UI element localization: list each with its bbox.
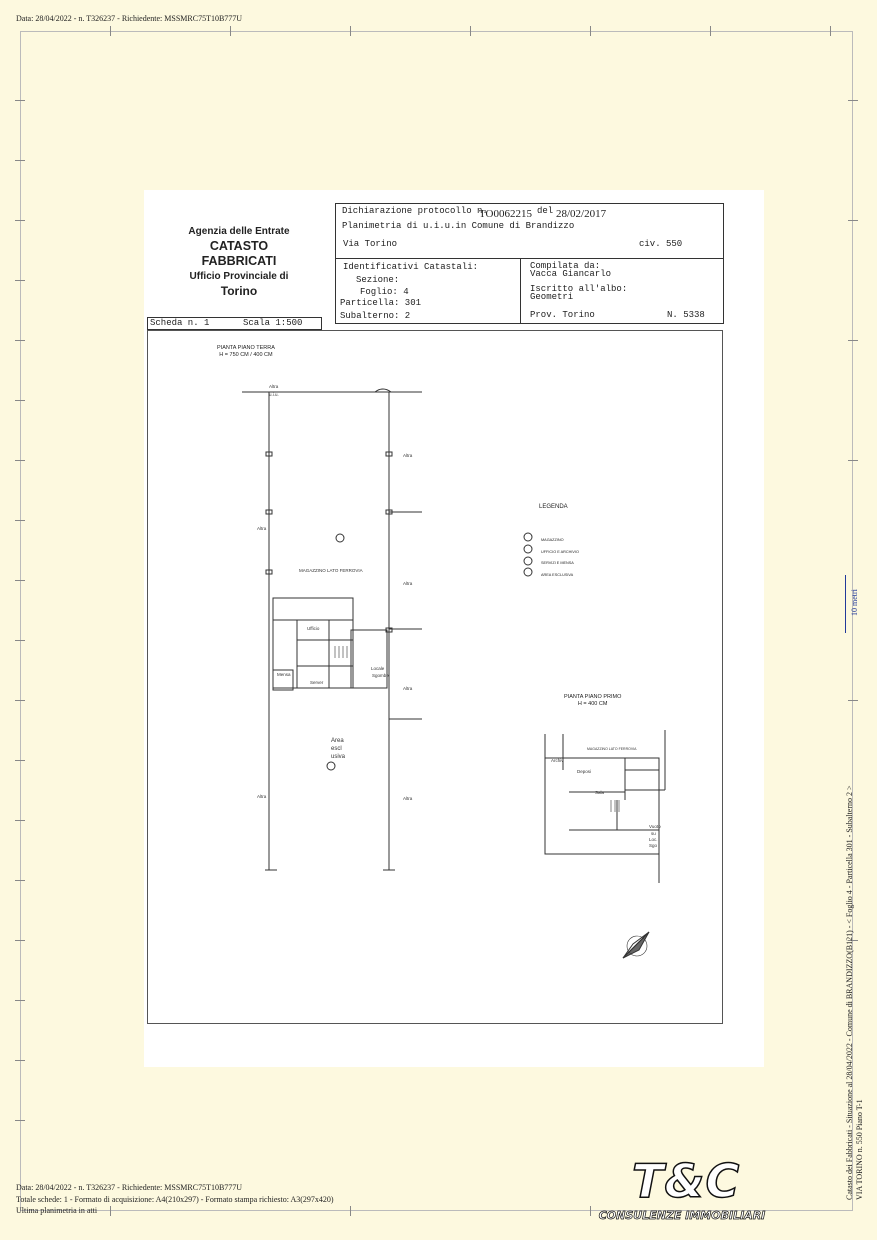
scale: Scala 1:500 [243, 318, 303, 328]
locale-label: Locale [371, 666, 385, 671]
uiu-top: u.i.u. [269, 392, 279, 397]
top-header-line: Data: 28/04/2022 - n. T326237 - Richiedente: MSSMRC75T10B777U [16, 14, 243, 23]
legend-title: LEGENDA [539, 504, 568, 510]
legend-ufficio: UFFICIO E ARCHIVIO [541, 549, 579, 554]
catasto-title: CATASTO FABBRICATI [201, 239, 277, 268]
vuoto-label-1: Vuoto [649, 824, 661, 829]
civic-number: civ. 550 [639, 239, 683, 249]
magazzino-label: MAGAZZINO LATO FERROVIA [299, 568, 363, 573]
declaration-label: Dichiarazione protocollo n. [342, 206, 488, 216]
compiler-name: Vacca Giancarlo [530, 269, 612, 279]
vuoto-label-4: Sgo [649, 843, 658, 848]
compilata-label: Compilata da: [530, 261, 601, 271]
vuoto-label-3: Loc. [649, 837, 658, 842]
footer-line-1: Data: 28/04/2022 - n. T326237 - Richiedente: MSSMRC75T10B777U [16, 1183, 243, 1192]
planimetry-line: Planimetria di u.i.u.in Comune di Brandizzo [342, 221, 575, 231]
altra-right-2: Altra [403, 581, 413, 586]
declaration-date: 28/02/2017 [556, 208, 607, 220]
identifiers-title: Identificativi Catastali: [343, 262, 479, 272]
subalterno: Subalterno: 2 [340, 311, 411, 321]
archivio-label: Archiv [551, 758, 564, 763]
logo-subtitle: CONSULENZE IMMOBILIARI [598, 1209, 766, 1222]
vuoto-label-2: su [651, 831, 656, 836]
legend-servizi: SERVIZI E MENSA [541, 561, 574, 566]
area-label-2: escl [331, 746, 342, 752]
deposito-label: Deposi [577, 769, 592, 774]
mensa-label: Mensa [277, 672, 291, 677]
agency-name: Agenzia delle Entrate [188, 226, 290, 237]
area-label-1: Area [331, 738, 344, 744]
particella: Particella: 301 [340, 298, 422, 308]
altra-top: Altra [269, 384, 279, 389]
ufficio-label: Ufficio [307, 626, 320, 631]
magazzino-upper-label: MAGAZZINO LATO FERROVIA [587, 747, 637, 751]
address: Via Torino [343, 239, 398, 249]
protocol-number: TO0062215 [479, 208, 532, 220]
altra-right-4: Altra [403, 796, 413, 801]
altra-left: Altra [257, 526, 267, 531]
province: Prov. Torino [530, 310, 595, 320]
scheda-number: Scheda n. 1 [150, 318, 210, 328]
office-city: Torino [220, 284, 258, 298]
ground-floor-title: PIANTA PIANO TERRA H = 750 CM / 400 CM [217, 345, 275, 358]
sezione: Sezione: [356, 275, 400, 285]
vertical-cadastral-note: Catasto dei Fabbricati - Situazione al 28/04/2022 - Comune di BRANDIZZO(B121) - < Foglio 4 - Particella 301 - Subalterno 2 > VIA TORINO n. 550 Piano T-1 [845, 785, 864, 1200]
foglio: Foglio: 4 [360, 287, 409, 297]
first-floor-title: PIANTA PIANO PRIMO H = 400 CM [564, 694, 622, 707]
registration-number: N. 5338 [667, 310, 705, 320]
agency-block [174, 224, 304, 299]
footer-line-2: Totale schede: 1 - Formato di acquisizione: A4(210x297) - Formato stampa richiesto: A3(297x420) [16, 1195, 334, 1204]
server-label: Server [310, 680, 324, 685]
scale-bar-label: 10 metri [850, 589, 859, 616]
albo: Geometri [530, 292, 574, 302]
iscritto-label: Iscritto all'albo: [530, 284, 628, 294]
floor-plan-drawing [147, 330, 723, 1024]
altra-right: Altra [403, 453, 413, 458]
sala-label: Sala [595, 790, 605, 795]
del-label: del [537, 206, 554, 216]
altra-left-2: Altra [257, 794, 267, 799]
office-label: Ufficio Provinciale di [189, 271, 289, 282]
area-label-3: usiva [331, 754, 346, 760]
legend-list [541, 535, 579, 582]
identifiers-divider [520, 258, 521, 324]
logo-mark: T&C [632, 1154, 741, 1208]
sgombero-label: Sgombe [372, 673, 389, 678]
altra-right-3: Altra [403, 686, 413, 691]
footer-line-3: Ultima planimetria in atti [16, 1206, 98, 1215]
legend-magazzino: MAGAZZINO [541, 538, 564, 542]
legend-area: AREA ESCLUSIVA [541, 573, 574, 578]
